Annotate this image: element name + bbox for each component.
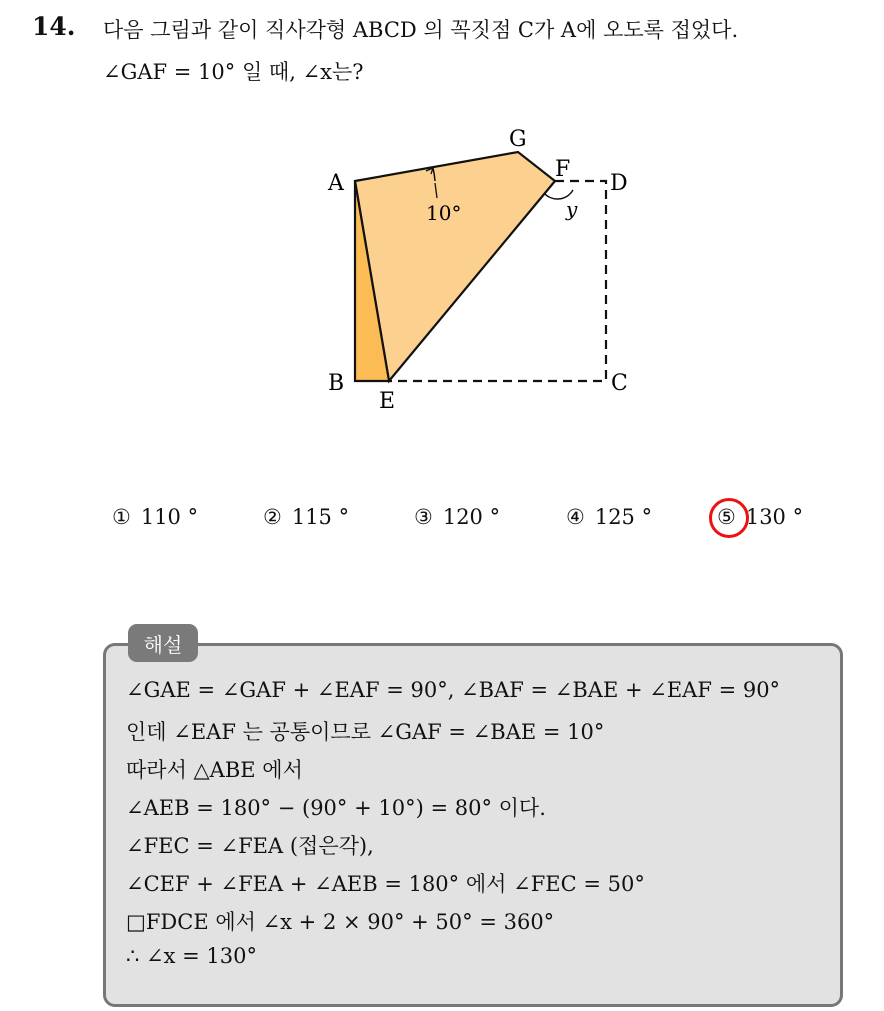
label-g: G [509, 127, 527, 152]
question-number: 14. [32, 12, 76, 41]
solution-tag: 해설 [128, 624, 198, 662]
choice-1[interactable] [112, 505, 198, 529]
label-a: A [328, 171, 344, 196]
solution-line-1: ∠GAE = ∠GAF + ∠EAF = 90°, ∠BAF = ∠BAE + ∠EAF = 90° [126, 678, 781, 702]
choice-text: 120 ° [442, 505, 501, 529]
question-text: 다음 그림과 같이 직사각형 ABCD 의 꼭짓점 C가 A에 오도록 접었다. [103, 18, 739, 42]
solution-line-4: ∠AEB = 180° − (90° + 10°) = 80° 이다. [126, 796, 546, 820]
label-c: C [611, 371, 628, 396]
solution-line-2: 인데 ∠EAF 는 공통이므로 ∠GAF = ∠BAE = 10° [126, 720, 605, 744]
answer-choices [0, 505, 884, 545]
answer-circle-mark [709, 498, 749, 538]
angle-label-y: y [566, 197, 578, 221]
choice-number: ② [263, 505, 282, 529]
choice-2[interactable] [263, 505, 349, 529]
choice-text: 130 ° [745, 505, 804, 529]
choice-text: 125 ° [594, 505, 653, 529]
choice-number: ⑤ [717, 505, 736, 529]
choice-text: 115 ° [291, 505, 350, 529]
question-condition: ∠GAF = 10° 일 때, ∠x는? [103, 60, 364, 84]
solution-line-3: 따라서 △ABE 에서 [126, 758, 303, 782]
choice-5[interactable] [717, 505, 803, 529]
choice-3[interactable] [414, 505, 500, 529]
folded-region [355, 152, 555, 381]
label-f: F [555, 157, 571, 182]
angle-label-10: 10° [426, 201, 462, 225]
solution-line-5: ∠FEC = ∠FEA (접은각), [126, 834, 374, 858]
choice-text: 110 ° [140, 505, 199, 529]
choice-4[interactable] [566, 505, 652, 529]
label-b: B [328, 371, 345, 396]
choice-number: ③ [414, 505, 433, 529]
solution-line-7: □FDCE 에서 ∠x + 2 × 90° + 50° = 360° [126, 910, 555, 934]
choice-number: ④ [566, 505, 585, 529]
geometry-figure [300, 110, 660, 430]
choice-number: ① [112, 505, 131, 529]
solution-line-6: ∠CEF + ∠FEA + ∠AEB = 180° 에서 ∠FEC = 50° [126, 872, 645, 896]
label-d: D [610, 171, 628, 196]
label-e: E [379, 389, 396, 414]
solution-line-8: ∴ ∠x = 130° [126, 944, 258, 968]
